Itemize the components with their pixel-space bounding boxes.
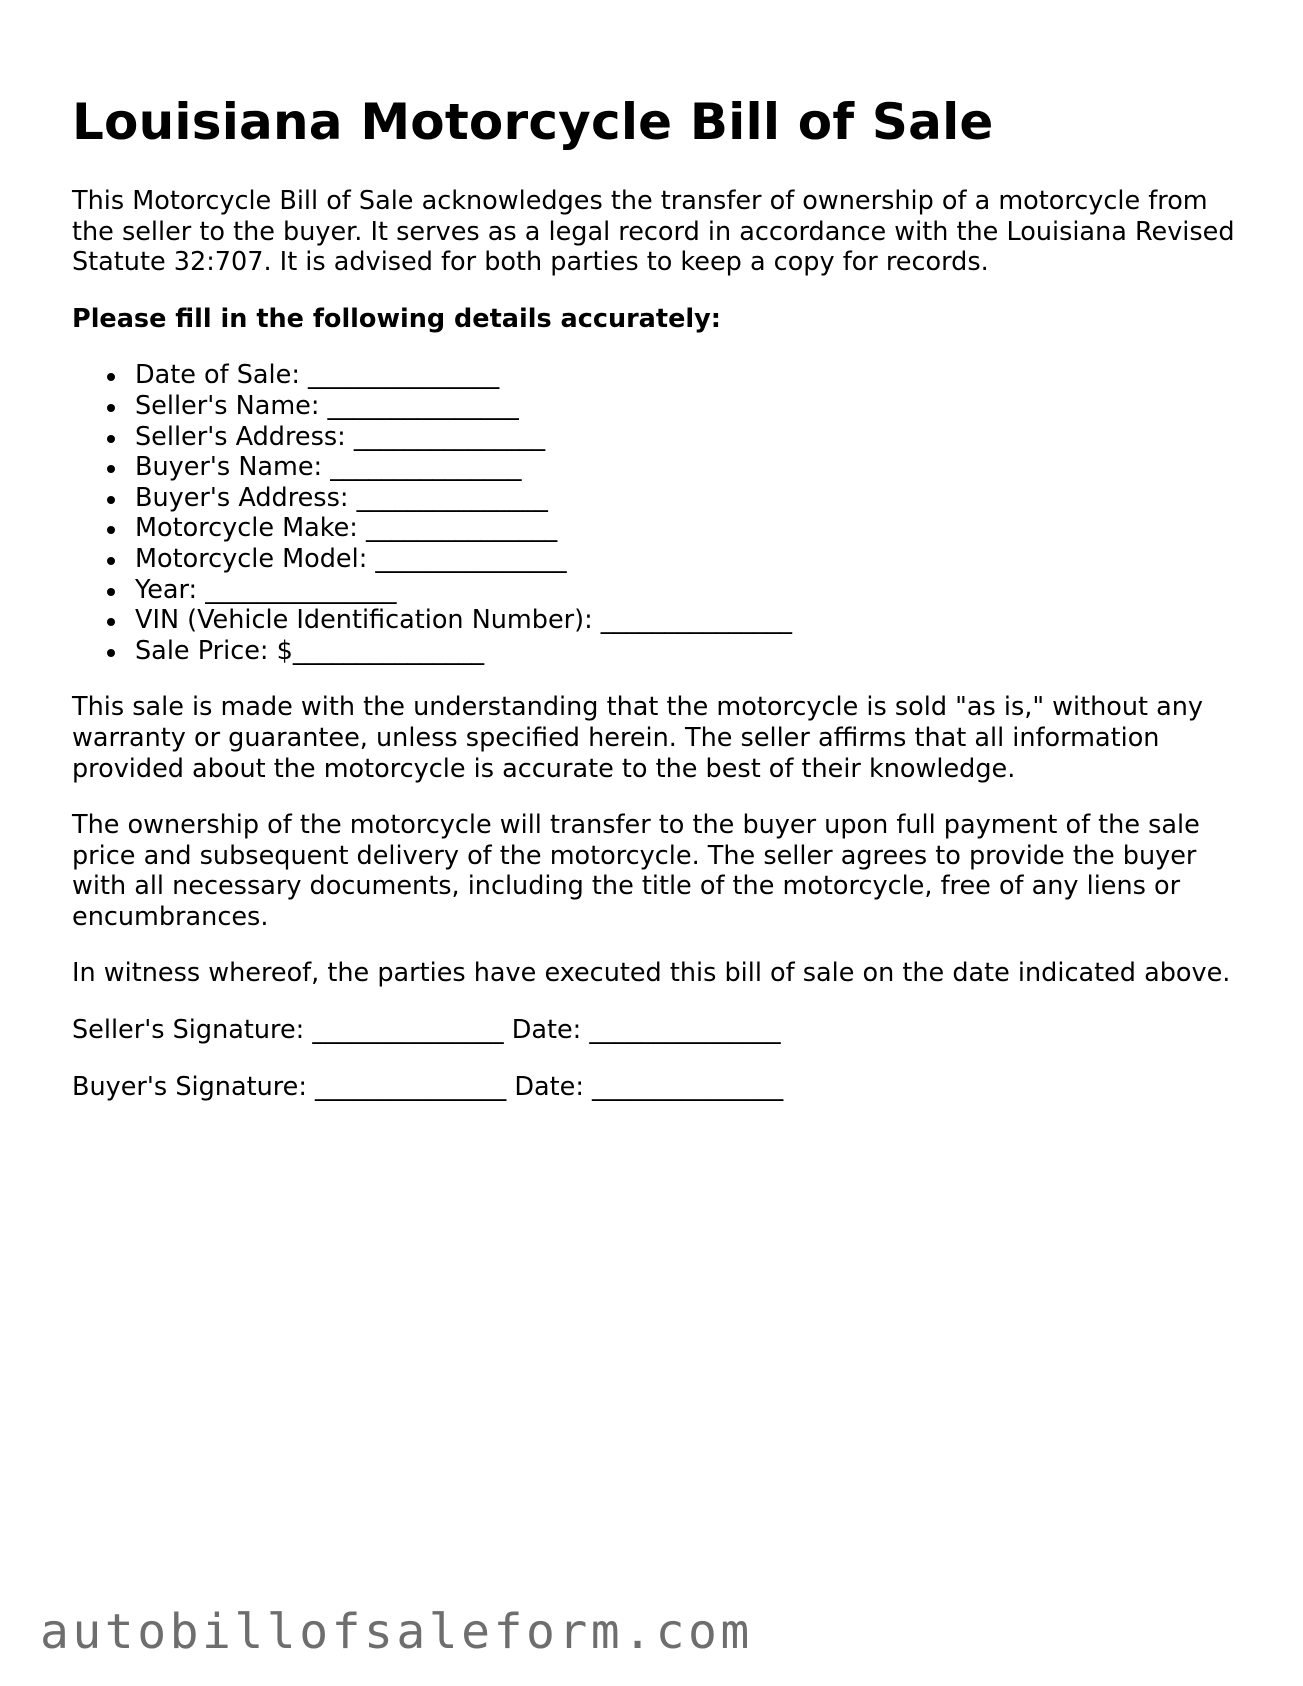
seller-signature-line: Seller's Signature: _______________ Date: _______________ bbox=[72, 1015, 781, 1046]
bullet-icon bbox=[107, 496, 115, 504]
field-motorcycle-model bbox=[135, 544, 1252, 575]
field-seller-address bbox=[135, 422, 1252, 453]
bullet-icon bbox=[107, 588, 115, 596]
document-title: Louisiana Motorcycle Bill of Sale bbox=[72, 93, 994, 151]
list-item-text: Seller's Address: _______________ bbox=[135, 421, 546, 452]
field-buyer-name bbox=[135, 452, 1252, 483]
list-item-text: Date of Sale: _______________ bbox=[135, 360, 500, 391]
list-item-text: Motorcycle Model: _______________ bbox=[135, 543, 567, 574]
list-item-text: VIN (Vehicle Identification Number): _______________ bbox=[135, 605, 793, 636]
witness-paragraph: In witness whereof, the parties have executed this bill of sale on the date indicated above. bbox=[72, 958, 1231, 989]
list-item-text: Seller's Name: _______________ bbox=[135, 390, 519, 421]
intro-paragraph: This Motorcycle Bill of Sale acknowledges the transfer of ownership of a motorcycle from the seller to the buyer. It serves as a legal record in accordance with the Louisiana Revised Statute 32:707. It is advised for both parties to keep a copy for records. bbox=[72, 186, 1235, 278]
field-year bbox=[135, 575, 1252, 606]
as-is-paragraph: This sale is made with the understanding that the motorcycle is sold "as is," without any warranty or guarantee, unless specified herein. The seller affirms that all information provided about the motorcycle is accurate to the best of their knowledge. bbox=[72, 692, 1204, 784]
bullet-icon bbox=[107, 404, 115, 412]
bullet-icon bbox=[107, 526, 115, 534]
ownership-paragraph: The ownership of the motorcycle will transfer to the buyer upon full payment of the sale price and subsequent delivery of the motorcycle. The seller agrees to provide the buyer with all necessary documents, including the title of the motorcycle, free of any liens or encumbrances. bbox=[72, 810, 1200, 932]
list-item-text: Year: _______________ bbox=[135, 574, 397, 605]
list-item-text: Buyer's Name: _______________ bbox=[135, 452, 522, 483]
watermark: autobillofsaleform.com bbox=[40, 1604, 753, 1660]
list-item-text: Motorcycle Make: _______________ bbox=[135, 513, 558, 544]
document-page bbox=[72, 84, 1252, 1102]
bullet-icon bbox=[107, 465, 115, 473]
instruction-heading: Please fill in the following details accurately: bbox=[72, 303, 721, 334]
field-sale-price bbox=[135, 636, 1252, 667]
field-vin bbox=[135, 605, 1252, 636]
bullet-icon bbox=[107, 373, 115, 381]
bullet-icon bbox=[107, 649, 115, 657]
details-list bbox=[72, 360, 1252, 666]
buyer-signature-line: Buyer's Signature: _______________ Date: _______________ bbox=[72, 1071, 784, 1102]
bullet-icon bbox=[107, 557, 115, 565]
field-date-of-sale bbox=[135, 360, 1252, 391]
list-item-text: Sale Price: $_______________ bbox=[135, 635, 485, 666]
field-seller-name bbox=[135, 391, 1252, 422]
list-item-text: Buyer's Address: _______________ bbox=[135, 482, 548, 513]
field-buyer-address bbox=[135, 483, 1252, 514]
field-motorcycle-make bbox=[135, 513, 1252, 544]
bullet-icon bbox=[107, 435, 115, 443]
bullet-icon bbox=[107, 618, 115, 626]
